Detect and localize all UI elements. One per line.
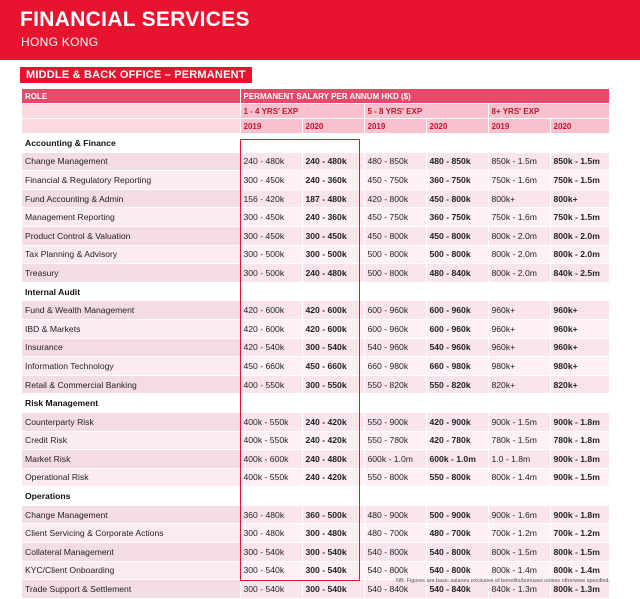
- role-cell: Retail & Commercial Banking: [22, 375, 240, 394]
- salary-cell: 800k - 1.4m: [488, 468, 550, 487]
- salary-cell: 400k - 550k: [240, 431, 302, 450]
- salary-cell: 800k+: [488, 189, 550, 208]
- experience-row: [22, 104, 609, 119]
- salary-cell: 240 - 360k: [302, 208, 364, 227]
- salary-cell: 300 - 480k: [240, 524, 302, 543]
- salary-cell: 550 - 820k: [364, 375, 426, 394]
- salary-cell: 540 - 800k: [426, 543, 488, 562]
- salary-cell: 800k - 2.0m: [550, 226, 609, 245]
- salary-cell: 240 - 480k: [302, 450, 364, 469]
- salary-cell: 800k - 2.0m: [550, 245, 609, 264]
- salary-cell: 800k+: [550, 189, 609, 208]
- salary-cell: 800k - 1.4m: [488, 561, 550, 580]
- salary-cell: 360 - 500k: [302, 505, 364, 524]
- role-cell: IBD & Markets: [22, 319, 240, 338]
- salary-cell: 960k+: [488, 319, 550, 338]
- role-cell: Product Control & Valuation: [22, 226, 240, 245]
- salary-cell: 700k - 1.2m: [488, 524, 550, 543]
- salary-cell: 300 - 540k: [240, 543, 302, 562]
- salary-cell: 300 - 540k: [302, 338, 364, 357]
- salary-cell: 450 - 660k: [302, 357, 364, 376]
- salary-cell: 240 - 420k: [302, 468, 364, 487]
- salary-cell: 980k+: [488, 357, 550, 376]
- salary-cell: 300 - 540k: [302, 561, 364, 580]
- salary-cell: 900k - 1.8m: [550, 412, 609, 431]
- role-cell: Operational Risk: [22, 468, 240, 487]
- salary-cell: 450 - 750k: [364, 171, 426, 190]
- salary-cell: 540 - 800k: [364, 543, 426, 562]
- salary-cell: 900k - 1.8m: [550, 505, 609, 524]
- year-cell: 2019: [364, 119, 426, 134]
- salary-cell: 840k - 1.3m: [488, 580, 550, 599]
- salary-cell: 540 - 840k: [426, 580, 488, 599]
- role-cell: Fund Accounting & Admin: [22, 189, 240, 208]
- role-cell: Fund & Wealth Management: [22, 301, 240, 320]
- salary-cell: 800k - 1.5m: [550, 543, 609, 562]
- salary-cell: 480 - 700k: [364, 524, 426, 543]
- salary-cell: 400 - 550k: [240, 375, 302, 394]
- salary-cell: 600k - 1.0m: [364, 450, 426, 469]
- blank-cell: [22, 104, 240, 119]
- salary-cell: 800k - 2.0m: [488, 226, 550, 245]
- category-label: Risk Management: [22, 394, 609, 413]
- salary-cell: 750k - 1.6m: [488, 171, 550, 190]
- salary-cell: 800k - 1.3m: [550, 580, 609, 599]
- section-title: MIDDLE & BACK OFFICE – PERMANENT: [20, 67, 252, 83]
- salary-cell: 900k - 1.5m: [550, 468, 609, 487]
- salary-cell: 820k+: [488, 375, 550, 394]
- salary-cell: 900k - 1.6m: [488, 505, 550, 524]
- role-cell: Trade Support & Settlement: [22, 580, 240, 599]
- salary-cell: 960k+: [488, 338, 550, 357]
- salary-cell: 550 - 780k: [364, 431, 426, 450]
- salary-cell: 360 - 750k: [426, 171, 488, 190]
- salary-cell: 550 - 900k: [364, 412, 426, 431]
- page-subtitle: HONG KONG: [21, 35, 99, 49]
- salary-cell: 240 - 480k: [240, 152, 302, 171]
- salary-cell: 300 - 540k: [302, 543, 364, 562]
- salary-cell: 400k - 600k: [240, 450, 302, 469]
- salary-cell: 300 - 450k: [240, 208, 302, 227]
- salary-cell: 480 - 700k: [426, 524, 488, 543]
- year-row: [22, 119, 609, 134]
- salary-cell: 600k - 1.0m: [426, 450, 488, 469]
- salary-cell: 480 - 850k: [364, 152, 426, 171]
- role-cell: Financial & Regulatory Reporting: [22, 171, 240, 190]
- header-row: [22, 89, 609, 104]
- salary-cell: 450 - 750k: [364, 208, 426, 227]
- salary-cell: 450 - 800k: [426, 226, 488, 245]
- header-banner: [0, 0, 640, 60]
- salary-cell: 300 - 480k: [302, 524, 364, 543]
- salary-cell: 960k+: [550, 319, 609, 338]
- salary-cell: 800k - 2.0m: [488, 264, 550, 283]
- role-cell: Information Technology: [22, 357, 240, 376]
- exp-5-8: 5 - 8 YRS' EXP: [364, 104, 488, 119]
- salary-cell: 600 - 960k: [364, 319, 426, 338]
- year-cell: 2019: [488, 119, 550, 134]
- salary-cell: 750k - 1.5m: [550, 171, 609, 190]
- salary-cell: 800k - 1.4m: [550, 561, 609, 580]
- salary-header: PERMANENT SALARY PER ANNUM HKD ($): [240, 89, 609, 104]
- exp-8-plus: 8+ YRS' EXP: [488, 104, 609, 119]
- salary-cell: 540 - 960k: [364, 338, 426, 357]
- salary-cell: 420 - 900k: [426, 412, 488, 431]
- salary-cell: 240 - 420k: [302, 412, 364, 431]
- salary-cell: 850k - 1.5m: [550, 152, 609, 171]
- salary-cell: 540 - 800k: [364, 561, 426, 580]
- salary-cell: 300 - 450k: [240, 226, 302, 245]
- salary-cell: 420 - 800k: [364, 189, 426, 208]
- salary-cell: 980k+: [550, 357, 609, 376]
- category-label: Internal Audit: [22, 282, 609, 301]
- role-cell: Market Risk: [22, 450, 240, 469]
- salary-cell: 420 - 540k: [240, 338, 302, 357]
- footnote: NB: Figures are basic salaries exclusive of benefits/bonuses unless otherwise specified.: [396, 578, 610, 584]
- salary-cell: 300 - 450k: [240, 171, 302, 190]
- salary-cell: 800k - 1.5m: [488, 543, 550, 562]
- salary-cell: 750k - 1.6m: [488, 208, 550, 227]
- year-cell: 2020: [302, 119, 364, 134]
- role-cell: KYC/Client Onboarding: [22, 561, 240, 580]
- salary-cell: 450 - 800k: [364, 226, 426, 245]
- salary-cell: 550 - 820k: [426, 375, 488, 394]
- salary-cell: 820k+: [550, 375, 609, 394]
- role-cell: Treasury: [22, 264, 240, 283]
- year-cell: 2020: [550, 119, 609, 134]
- salary-cell: 500 - 900k: [426, 505, 488, 524]
- salary-cell: 600 - 960k: [426, 301, 488, 320]
- salary-cell: 300 - 500k: [240, 245, 302, 264]
- exp-1-4: 1 - 4 YRS' EXP: [240, 104, 364, 119]
- salary-cell: 420 - 600k: [302, 301, 364, 320]
- role-cell: Management Reporting: [22, 208, 240, 227]
- blank-cell: [22, 119, 240, 134]
- salary-cell: 850k - 1.5m: [488, 152, 550, 171]
- salary-cell: 500 - 800k: [426, 245, 488, 264]
- salary-cell: 700k - 1.2m: [550, 524, 609, 543]
- salary-cell: 550 - 800k: [426, 468, 488, 487]
- salary-cell: 240 - 420k: [302, 431, 364, 450]
- salary-cell: 550 - 800k: [364, 468, 426, 487]
- role-cell: Change Management: [22, 505, 240, 524]
- salary-cell: 600 - 960k: [364, 301, 426, 320]
- salary-cell: 240 - 480k: [302, 264, 364, 283]
- salary-cell: 420 - 780k: [426, 431, 488, 450]
- salary-cell: 600 - 960k: [426, 319, 488, 338]
- highlight-box: [240, 139, 360, 581]
- category-label: Operations: [22, 487, 609, 506]
- salary-cell: 780k - 1.5m: [488, 431, 550, 450]
- role-header: ROLE: [22, 89, 240, 104]
- salary-cell: 450 - 660k: [240, 357, 302, 376]
- salary-cell: 480 - 900k: [364, 505, 426, 524]
- year-cell: 2019: [240, 119, 302, 134]
- role-cell: Credit Risk: [22, 431, 240, 450]
- category-label: Accounting & Finance: [22, 134, 609, 153]
- salary-cell: 750k - 1.5m: [550, 208, 609, 227]
- salary-cell: 480 - 840k: [426, 264, 488, 283]
- salary-cell: 300 - 500k: [240, 264, 302, 283]
- salary-cell: 480 - 850k: [426, 152, 488, 171]
- role-cell: Change Management: [22, 152, 240, 171]
- salary-cell: 540 - 840k: [364, 580, 426, 599]
- salary-cell: 300 - 540k: [240, 580, 302, 599]
- salary-cell: 960k+: [550, 301, 609, 320]
- salary-cell: 660 - 980k: [426, 357, 488, 376]
- salary-cell: 800k - 2.0m: [488, 245, 550, 264]
- role-cell: Insurance: [22, 338, 240, 357]
- salary-cell: 300 - 540k: [302, 580, 364, 599]
- role-cell: Counterparty Risk: [22, 412, 240, 431]
- salary-cell: 420 - 600k: [240, 319, 302, 338]
- salary-cell: 300 - 450k: [302, 226, 364, 245]
- salary-cell: 300 - 550k: [302, 375, 364, 394]
- salary-cell: 300 - 540k: [240, 561, 302, 580]
- salary-cell: 900k - 1.5m: [488, 412, 550, 431]
- salary-cell: 156 - 420k: [240, 189, 302, 208]
- salary-cell: 450 - 800k: [426, 189, 488, 208]
- salary-cell: 960k+: [550, 338, 609, 357]
- salary-cell: 780k - 1.8m: [550, 431, 609, 450]
- salary-cell: 400k - 550k: [240, 468, 302, 487]
- salary-cell: 660 - 980k: [364, 357, 426, 376]
- role-cell: Collateral Management: [22, 543, 240, 562]
- salary-cell: 187 - 480k: [302, 189, 364, 208]
- salary-cell: 420 - 600k: [240, 301, 302, 320]
- salary-cell: 540 - 800k: [426, 561, 488, 580]
- salary-cell: 300 - 500k: [302, 245, 364, 264]
- salary-cell: 360 - 750k: [426, 208, 488, 227]
- salary-cell: 400k - 550k: [240, 412, 302, 431]
- salary-cell: 900k - 1.8m: [550, 450, 609, 469]
- page-title: FINANCIAL SERVICES: [20, 8, 250, 31]
- salary-cell: 840k - 2.5m: [550, 264, 609, 283]
- role-cell: Tax Planning & Advisory: [22, 245, 240, 264]
- salary-cell: 500 - 800k: [364, 264, 426, 283]
- salary-cell: 960k+: [488, 301, 550, 320]
- salary-cell: 420 - 600k: [302, 319, 364, 338]
- salary-cell: 540 - 960k: [426, 338, 488, 357]
- salary-cell: 1.0 - 1.8m: [488, 450, 550, 469]
- salary-cell: 500 - 800k: [364, 245, 426, 264]
- salary-cell: 240 - 480k: [302, 152, 364, 171]
- year-cell: 2020: [426, 119, 488, 134]
- role-cell: Client Servicing & Corporate Actions: [22, 524, 240, 543]
- salary-cell: 360 - 480k: [240, 505, 302, 524]
- salary-cell: 240 - 360k: [302, 171, 364, 190]
